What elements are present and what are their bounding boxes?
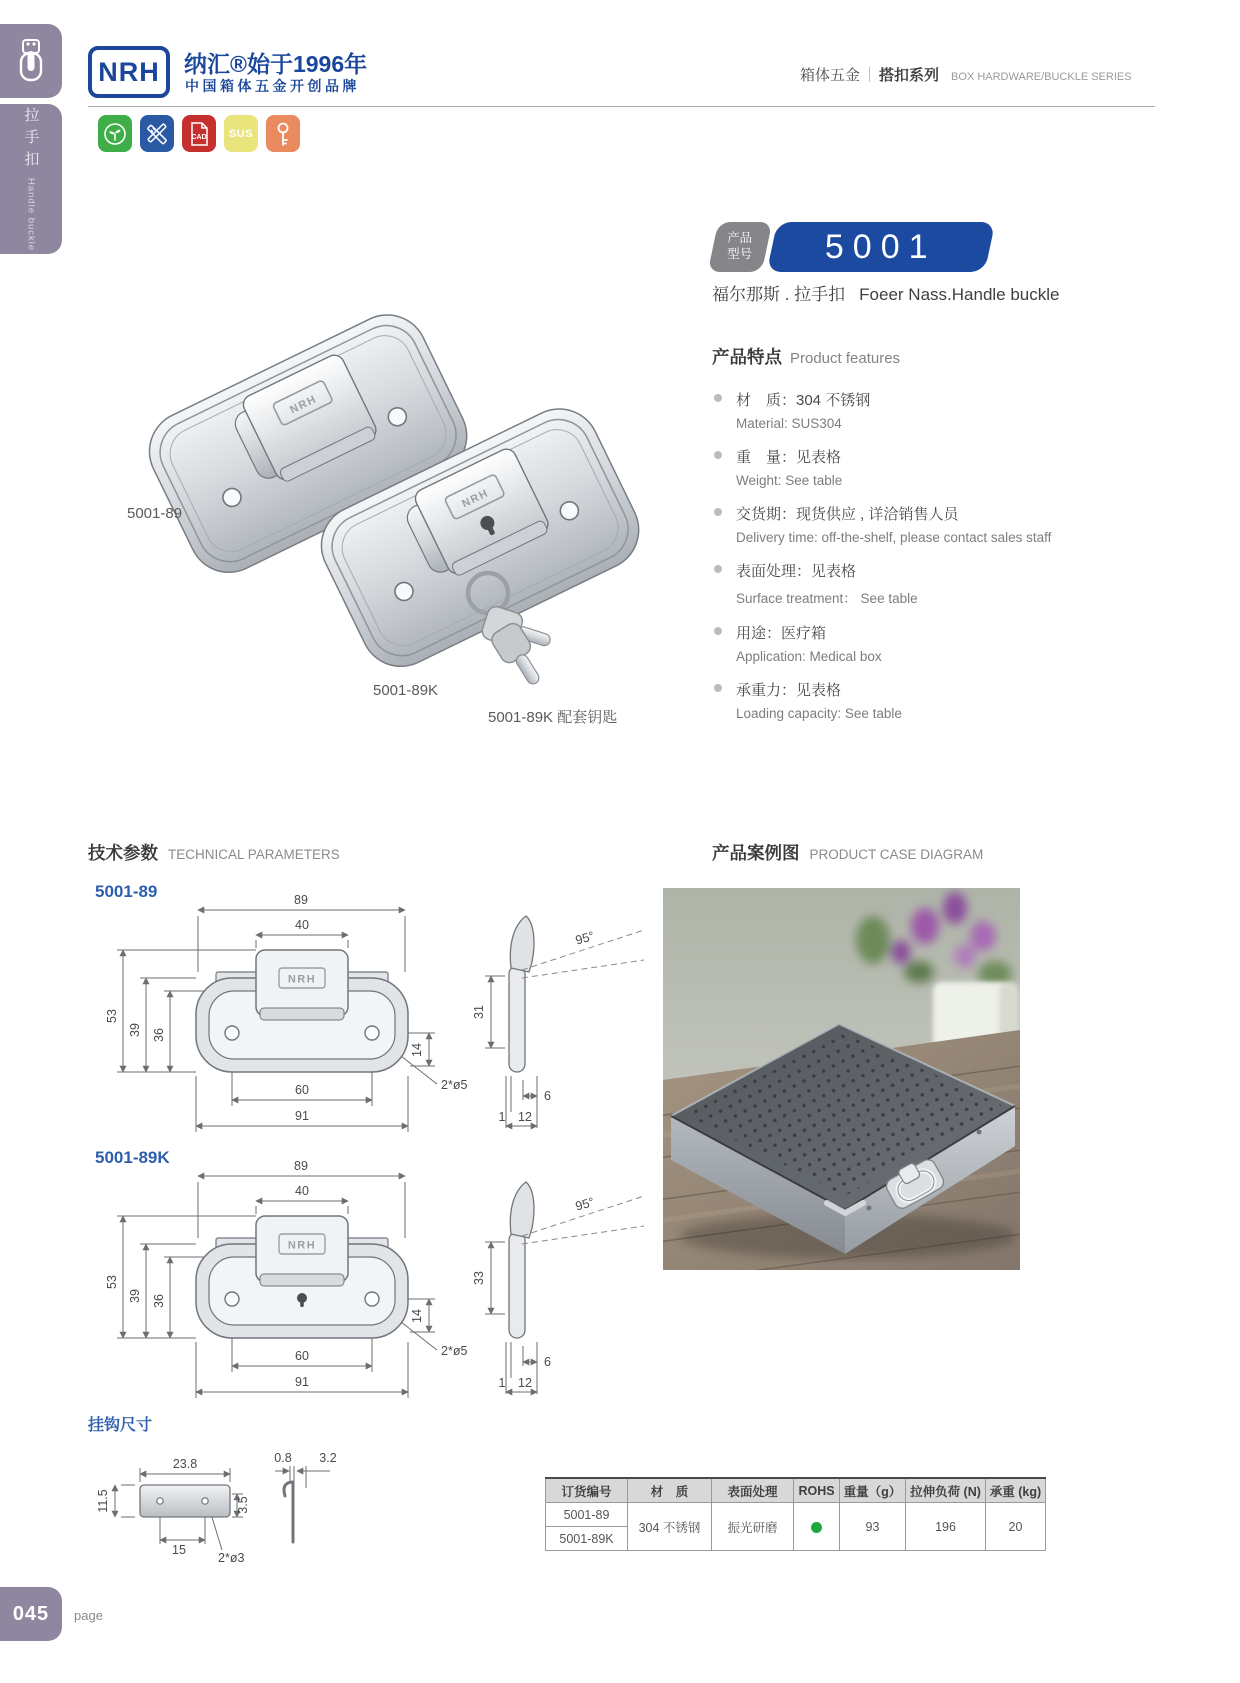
product-name-en: Foeer Nass.Handle buckle [859,285,1060,304]
col-tensile: 拉伸负荷 (N) [906,1478,986,1503]
cad-icon [182,115,216,152]
features-title-cn: 产品特点 [712,347,782,367]
feature-item [712,560,1142,607]
bullet-icon [714,451,722,459]
sidebar-tab-label-cn: 拉手扣 [22,106,40,173]
cert-icon-row [98,115,300,152]
rohs-pass-icon [811,1522,822,1533]
dim-side-height: 33 [472,1271,486,1285]
tech-drawing-5001-89 [85,880,650,1148]
hook-drawing [85,1438,515,1578]
features-title-en: Product features [790,350,901,367]
feature-item [712,389,1142,431]
drawing1-label: 5001-89 [95,882,158,901]
bullet-icon [714,627,722,635]
spec-table [545,1477,1046,1551]
sidebar-category-tab [0,104,62,254]
page-label: page [74,1608,103,1623]
brand-tagline: 纳汇®始于1996年 [184,51,368,77]
bullet-icon [714,394,722,402]
dim-h1: 53 [105,1009,119,1023]
sidebar-category-icon-block [0,24,62,98]
design-tools-icon [140,115,174,152]
tech-heading-en: TECHNICAL PARAMETERS [168,847,340,862]
hook-profile [284,1482,293,1542]
tensile-cell: 196 [906,1503,986,1551]
feature-cn: 重 量：见表格 [736,449,842,466]
case-heading-en: PRODUCT CASE DIAGRAM [809,847,984,862]
dim-r1: 14 [410,1043,424,1057]
dim-h1: 53 [105,1275,119,1289]
material-cell: 304 不锈钢 [628,1503,712,1551]
weight-cell: 93 [840,1503,906,1551]
feature-cn: 承重力：见表格 [736,682,842,699]
hook-dim-d: 3.2 [319,1451,337,1465]
product-features [712,344,1142,736]
dim-h2: 39 [128,1023,142,1037]
hook-size-title: 挂钩尺寸 [88,1417,153,1434]
tech-parameters-heading [88,840,340,865]
series-category: 箱体五金 [800,67,861,84]
dim-side-height: 31 [472,1005,486,1019]
hook-dim-p: 15 [172,1543,186,1557]
feature-en: Loading capacity: See table [736,706,902,721]
sus-icon-label: SUS [228,127,254,140]
feature-en: Material: SUS304 [736,416,842,431]
nrh-logo [88,46,170,98]
dim-d2: 12 [518,1376,532,1390]
cad-icon-label: CAD [191,133,207,141]
model-tag-line1: 产品 [727,231,753,246]
feature-cn: 交货期：现货供应 , 详洽销售人员 [736,506,959,523]
feature-en: Application: Medical box [736,649,882,664]
dim-d1: 1 [498,1376,506,1390]
series-separator: ｜ [862,67,878,84]
bullet-icon [714,684,722,692]
rohs-cell [794,1503,840,1551]
case-diagram-heading [712,840,983,865]
photo-label-keys: 5001-89K 配套钥匙 [488,709,618,726]
dim-r1: 14 [410,1309,424,1323]
series-name: 搭扣系列 [879,67,940,84]
hook-dim-t: 0.8 [274,1451,292,1465]
tech-heading-cn: 技术参数 [88,843,158,863]
dim-h3: 36 [152,1028,166,1042]
dim-d1: 1 [498,1110,506,1124]
model-cell: 5001-89 [546,1503,628,1527]
dim-holes: 2*ø5 [441,1078,468,1092]
dim-w1: 89 [294,893,308,907]
col-weight: 重量（g） [840,1478,906,1503]
dim-w2: 40 [295,1184,309,1198]
dim-b2: 91 [295,1109,309,1123]
dim-h2: 39 [128,1289,142,1303]
feature-item [712,446,1142,488]
bullet-icon [714,565,722,573]
features-title [712,344,1142,369]
photo-label-5001-89: 5001-89 [127,505,183,522]
case-heading-cn: 产品案例图 [712,843,800,863]
key-icon [266,115,300,152]
tech-drawing-5001-89K [85,1146,650,1414]
eco-icon [98,115,132,152]
sidebar-tab-label-en: Handle buckle [25,177,37,252]
feature-cn: 表面处理：见表格 [736,563,857,580]
hook-dim-w: 23.8 [172,1457,198,1471]
series-name-en: BOX HARDWARE/BUCKLE SERIES [951,71,1132,83]
col-rohs: ROHS [794,1478,840,1503]
col-surface: 表面处理 [712,1478,794,1503]
dim-b2: 91 [295,1375,309,1389]
bullet-icon [714,508,722,516]
dim-d3: 6 [544,1089,551,1103]
dim-angle: 95° [573,928,596,948]
product-name [712,280,1060,305]
handle-buckle-icon [18,39,44,83]
product-photo-group: NRH [90,265,655,740]
dim-w2: 40 [295,918,309,932]
model-tag [708,222,773,272]
feature-item [712,503,1142,545]
spec-header-row [546,1478,1046,1503]
feature-en: Weight: See table [736,473,843,488]
dim-holes: 2*ø5 [441,1344,468,1358]
dim-d3: 6 [544,1355,551,1369]
dim-h3: 36 [152,1294,166,1308]
hook-dim-h: 11.5 [96,1489,110,1513]
photo-label-5001-89K: 5001-89K [373,682,439,699]
page-number-badge [0,1587,62,1641]
sus-icon [224,115,258,152]
col-capacity: 承重 (kg) [986,1478,1046,1503]
dim-w1: 89 [294,1159,308,1173]
capacity-cell: 20 [986,1503,1046,1551]
drawing-stamp: NRH [287,1239,317,1252]
dim-b1: 60 [295,1349,309,1363]
feature-cn: 材 质：304 不锈钢 [736,392,871,409]
feature-cn: 用途：医疗箱 [736,625,827,642]
model-cell: 5001-89K [546,1527,628,1551]
model-tag-line2: 型号 [727,247,753,261]
hook-dim-r: 3.5 [236,1496,250,1514]
feature-en: Surface treatment： See table [736,591,918,606]
dim-b1: 60 [295,1083,309,1097]
feature-item [712,622,1142,664]
dim-d2: 12 [518,1110,532,1124]
drawing2-label: 5001-89K [95,1148,170,1167]
product-name-cn: 福尔那斯 . 拉手扣 [712,285,846,304]
nrh-logo-text: NRH [98,56,160,87]
dim-angle: 95° [573,1194,596,1214]
features-list [712,389,1142,721]
surface-cell: 振光研磨 [712,1503,794,1551]
feature-en: Delivery time: off-the-shelf, please contact sales staff [736,530,1052,545]
col-order-no: 订货编号 [546,1478,628,1503]
series-breadcrumb [800,64,1132,85]
spec-row-5001-89 [546,1503,1046,1527]
page-number: 045 [12,1602,50,1625]
model-number-badge [767,222,996,272]
feature-item [712,679,1142,721]
header-divider [88,106,1155,107]
case-photo [663,888,1020,1270]
model-number: 5001 [825,227,937,266]
brand-subline: 中国箱体五金开创品牌 [185,78,360,94]
drawing-stamp: NRH [287,973,317,986]
col-material: 材 质 [628,1478,712,1503]
hook-dim-holes: 2*ø3 [218,1551,245,1565]
